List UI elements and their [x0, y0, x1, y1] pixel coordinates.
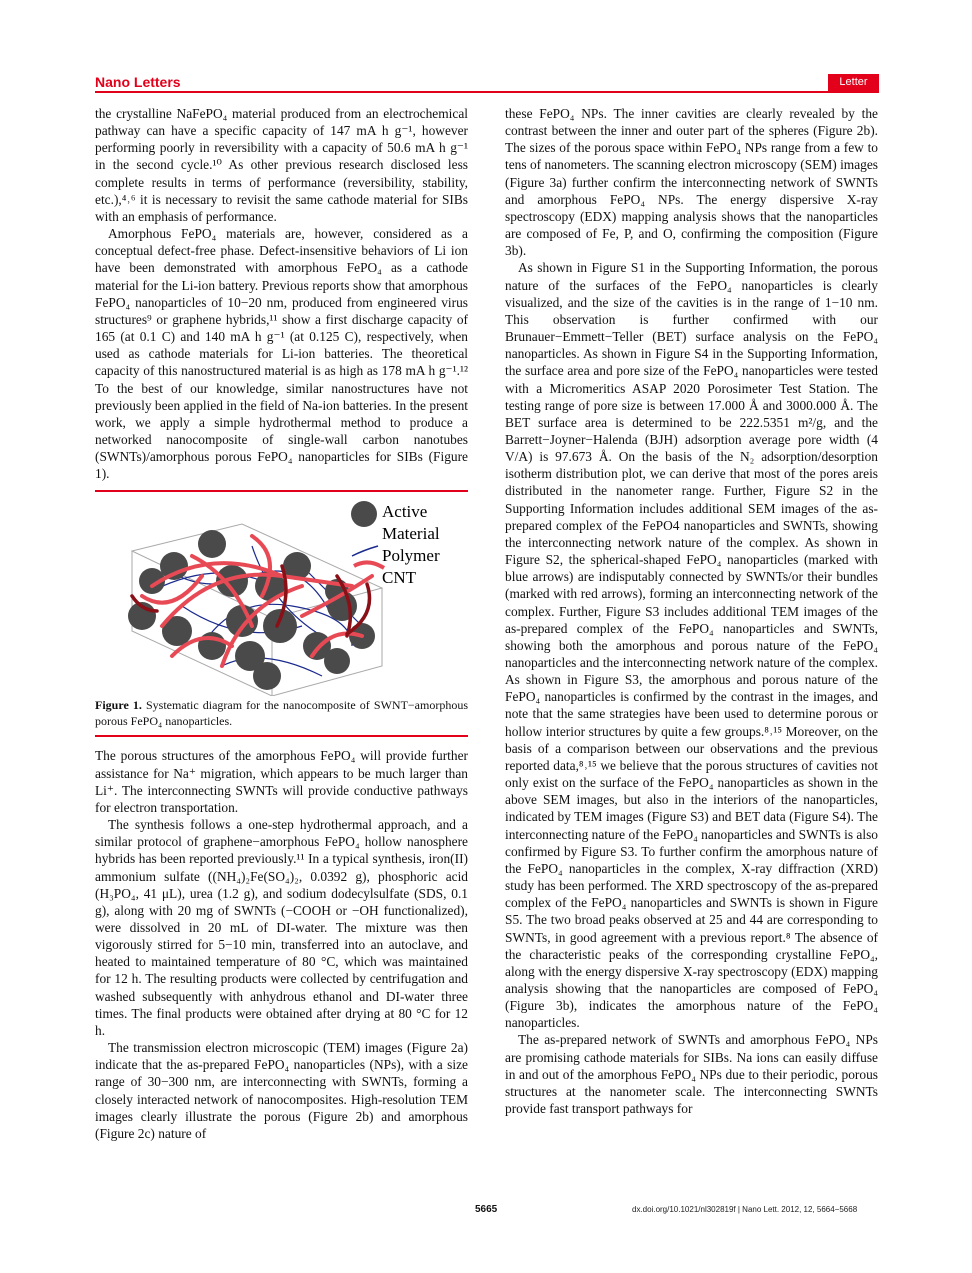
journal-title: Nano Letters: [95, 74, 181, 90]
figure-caption: [95, 698, 468, 729]
doi-citation: dx.doi.org/10.1021/nl302819f | Nano Lett. 2012, 12, 5664−5668: [632, 1205, 858, 1214]
legend-material: Material: [381, 524, 440, 544]
page-number: 5665: [475, 1204, 498, 1215]
caption-text: Systematic diagram for the nanocomposite of SWNT−amorphous porous FePO₄ nanoparticles.: [95, 698, 468, 728]
caption-label: Figure 1.: [95, 698, 142, 713]
paragraph: The as-prepared network of SWNTs and amorphous FePO₄ NPs are promising cathode materials for SIBs. Na ions can easily diffuse in and out of the amorphous FePO₄ NPs due to their periodic, porous structures at the nanometer scale. The interconnecting SWNTs provide fast transport pathways for: [505, 1032, 878, 1117]
left-column: [95, 105, 468, 1142]
right-column: [505, 105, 878, 1117]
legend: [351, 501, 440, 587]
figure-1: [95, 490, 468, 737]
paragraph: The porous structures of the amorphous FePO₄ will provide further assistance for Na⁺ migration, which appears to be much larger than Li⁺. The interconnecting SWNTs will provide conductive pathways for electron transportation.: [95, 748, 468, 815]
nanocomposite-diagram: [102, 496, 462, 696]
legend-polymer: Polymer: [381, 546, 440, 566]
paragraph: As shown in Figure S1 in the Supporting Information, the porous nature of the surfaces of the FePO₄ nanoparticles is clearly visualized, and the size of the cavities is in the range of 1−10 nm. This observation is further confirmed with our Brunauer−Emmett−Teller (BET) surface analysis on the FePO₄ nanoparticles. As shown in Figure S4 in the Supporting Information, the surface area and pore size of the FePO₄ nanoparticles were tested with a Micromeritics ASAP 2020 Porosimeter Test Station. The testing range of pore size is between 17.000 Å and 3000.000 Å. The BET surface area is determined to be 222.5351 m²/g, and the Barrett−Joyner−Halenda (BJH) adsorption average pore width (4 V/A) is 97.673 Å. On the basis of the N₂ adsorption/desorption isotherm distribution plot, we can derive that most of the pores areis distributed in the nanometer range. Further, Figure S2 in the Supporting Information includes additional SEM images of the as-prepared complex of the FePO4 nanoparticles and SWNTs, showing the interconnecting network nature of the complex. As shown in Figure S2, the spherical-shaped FePO₄ nanoparticles (marked with blue arrows) are indisputably connected by SWNTs/or their bundles (marked with red arrows), forming an interconnecting network of the complex. Further, Figure S3 includes additional TEM images of the as-prepared complex of the FePO₄ nanoparticles and SWNTs, showing both the amorphous and porous nature of the FePO₄ nanoparticles and the interconnecting network nature of the complex. As shown in Figure S3, the amorphous and porous nature of the FePO₄ nanoparticles is confirmed by the contrast in the images, and note that the same strategies have been used to determine porous or hollow interior structures by quite a few groups.⁸˒¹⁵ Moreover, on the basis of a comparison between our observations and the previous reported data,⁸˒¹⁵ we believe that the porous structures of cavities not only exist on the surface of the FePO₄ nanoparticles as shown in the above SEM images, but also in the interiors of the nanoparticles, indicated by TEM images (Figure S3) and BET data (Figure S4). The interconnecting nature of the FePO₄ nanoparticles and SWNTs is also confirmed by Figure S3. To further confirm the amorphous nature of the FePO₄ nanoparticles in the complex, X-ray diffraction (XRD) study has been performed. The XRD spectroscopy of the as-prepared complex of the FePO₄ nanoparticles and SWNTs is shown in Figure S5. The two broad peaks observed at 25 and 44 are corresponding to SWNTs, in good agreement with a previous report.⁸ The absence of the characteristic peaks of the corresponding crystalline FePO₄, along with the energy dispersive X-ray spectroscopy (EDX) mapping analysis showing that the nanoparticles are composed of FePO₄ (Figure 3b), indicates the amorphous nature of the FePO₄ nanoparticles.: [505, 260, 878, 1031]
legend-active: Active: [381, 502, 427, 522]
paragraph: the crystalline NaFePO₄ material produced from an electrochemical pathway can have a specific capacity of 147 mA h g⁻¹, however performing poorly in reversibility with a capacity of 50.6 mA h g⁻¹ in the second cycle.¹⁰ As other previous research disclosed less complete results in terms of performance (reversibility, stability, etc.),⁴˒⁶ it is necessary to revisit the same cathode material for SIBs with an emphasis of performance.: [95, 106, 468, 224]
legend-cnt: CNT: [381, 568, 416, 588]
paragraph: The transmission electron microscopic (TEM) images (Figure 2a) indicate that the as-prepared FePO₄ nanoparticles (NPs), with a size range of 30−300 nm, are interconnecting with SWNTs, forming a closely interacted network of nanocomposites. High-resolution TEM images clearly illustrate the porous (Figure 2b) and amorphous (Figure 2c) nature of: [95, 1040, 468, 1141]
active-material-spheres: [128, 530, 375, 690]
cnt-legend-icon: [354, 563, 384, 569]
paragraph: these FePO₄ NPs. The inner cavities are clearly revealed by the contrast between the inner and outer part of the spheres (Figure 2b). The sizes of the porous space within FePO₄ NPs range from a few to tens of nanometers. The scanning electron microscopy (SEM) images (Figure 3a) further confirm the interconnecting network of SWNTs and amorphous FePO₄ NPs. The energy dispersive X-ray spectroscopy (EDX) mapping analysis shows that the nanoparticles are composed of Fe, P, and O, confirming the composition (Figure 3b).: [505, 106, 878, 259]
active-material-legend-icon: [351, 501, 377, 527]
article-type-badge: Letter: [828, 74, 879, 91]
polymer-legend-icon: [352, 546, 378, 556]
header-rule: [95, 91, 879, 93]
paragraph: The synthesis follows a one-step hydrothermal approach, and a similar protocol of graphene−amorphous FePO₄ hollow nanosphere hybrids has been reported previously.¹¹ In a typical synthesis, iron(II) ammonium sulfate ((NH₄)₂Fe(SO₄)₂, 0.0392 g), phosphoric acid (H₃PO₄, 41 μL), urea (1.2 g), and sodium dodecylsulfate (SDS, 0.1 g), along with 20 mg of SWNTs (−COOH or −OH functionalized), were dissolved in 20 mL of DI-water. The mixture was then vigorously stirred for 5−10 min, transferred into an autoclave, and heated to maintained temperature of 80 °C, which was maintained for 12 h. The resulting products were collected by centrifugation and washed subsequently with anhydrous ethanol and DI-water three times. The final products were obtained after drying at 80 °C for 12 h.: [95, 817, 468, 1038]
paragraph: Amorphous FePO₄ materials are, however, considered as a conceptual defect-free phase. Defect-insensitive behaviors of Li ion have been demonstrated with amorphous FePO₄ as a cathode material for the Li-ion battery. Previous reports show that amorphous FePO₄ nanoparticles of 10−20 nm, produced from engineered virus structures⁹ or graphene hybrids,¹¹ show a first discharge capacity of 165 (at 0.1 C) and 140 mA h g⁻¹ (at 0.125 C), respectively, when used as cathode materials for Li-ion batteries. The theoretical capacity of this nanostructured material is as high as 178 mA h g⁻¹.¹² To the best of our knowledge, similar nanostructures have not previously been applied in the field of Na-ion batteries. In the present work, we apply a simple hydrothermal method to produce a networked nanocomposite of single-wall carbon nanotubes (SWNTs)/amorphous porous FePO₄ nanoparticles for SIBs (Figure 1).: [95, 226, 468, 482]
